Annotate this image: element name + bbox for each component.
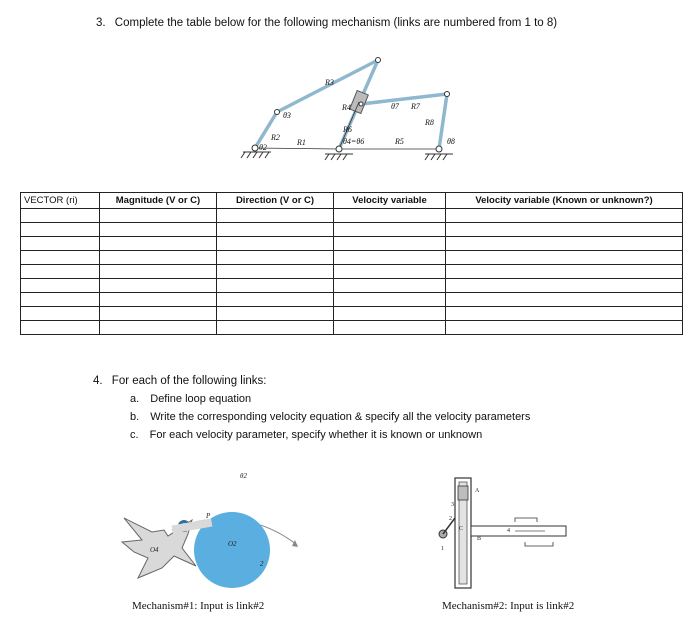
list-item-text: Define loop equation [150,393,252,405]
list-item-a [130,393,251,405]
header-magnitude: Magnitude (V or C) [100,193,217,209]
table-cell[interactable] [21,223,100,237]
table-cell[interactable] [21,293,100,307]
table-body [21,209,683,335]
question-4-number: 4. [93,375,103,387]
label-o2: O2 [228,540,237,548]
ground-left [241,152,271,158]
list-item-text: Write the corresponding velocity equation & specify all the velocity parameters [150,411,531,423]
table-cell[interactable] [334,279,446,293]
table-cell[interactable] [100,321,217,335]
table-cell[interactable] [21,279,100,293]
table-cell[interactable] [21,209,100,223]
table-row [21,293,683,307]
ground-middle [325,154,353,160]
table-cell[interactable] [446,251,683,265]
table-cell[interactable] [100,293,217,307]
label-r4: R4 [342,103,351,112]
table-cell[interactable] [217,321,334,335]
table-cell[interactable] [217,307,334,321]
table-cell[interactable] [446,279,683,293]
label-theta2: θ2 [259,143,267,152]
table-cell[interactable] [446,209,683,223]
mechanism-2-caption: Mechanism#2: Input is link#2 [442,600,575,612]
mechanism-1-figure [112,470,312,595]
label-theta8: θ8 [447,137,455,146]
list-marker: b. [130,411,140,423]
header-known-unknown: Velocity variable (Known or unknown?) [446,193,683,209]
table-cell[interactable] [217,223,334,237]
linkage-diagram [225,52,485,182]
table-cell[interactable] [21,237,100,251]
table-cell[interactable] [100,307,217,321]
header-velocity-variable: Velocity variable [334,193,446,209]
question-4-text: For each of the following links: [111,375,267,387]
question-3-number: 3. [96,17,106,29]
label-o4: O4 [150,546,159,554]
list-item-b [130,411,530,423]
label-p: P [206,512,211,520]
question-3-text: Complete the table below for the following mechanism (links are numbered from 1 to 8) [114,17,558,29]
header-direction: Direction (V or C) [217,193,334,209]
table-cell[interactable] [217,265,334,279]
question-3 [96,17,557,29]
label-2: 2 [449,516,452,522]
table-row [21,321,683,335]
table-cell[interactable] [100,223,217,237]
label-1: 1 [441,546,444,552]
label-c: C [459,526,464,532]
question-4 [93,375,267,387]
table-cell[interactable] [446,293,683,307]
list-item-text: For each velocity parameter, specify whether it is known or unknown [149,429,483,441]
table-row [21,223,683,237]
table-cell[interactable] [334,223,446,237]
link-r7 [361,94,447,104]
label-theta7: θ7 [391,102,399,111]
label-b: B [477,536,482,542]
list-marker: c. [130,429,139,441]
table-cell[interactable] [446,237,683,251]
table-cell[interactable] [446,223,683,237]
label-r8: R8 [425,118,434,127]
table-cell[interactable] [100,237,217,251]
table-row [21,237,683,251]
label-theta2: θ2 [240,472,247,480]
label-theta3: θ3 [283,111,291,120]
list-marker: a. [130,393,140,405]
table-cell[interactable] [217,251,334,265]
table-cell[interactable] [334,265,446,279]
table-row [21,251,683,265]
mechanism-1-caption: Mechanism#1: Input is link#2 [132,600,265,612]
table-cell[interactable] [21,251,100,265]
table-cell[interactable] [446,265,683,279]
table-cell[interactable] [217,293,334,307]
table-cell[interactable] [217,237,334,251]
label-r6: R6 [343,125,352,134]
header-vector: VECTOR (ri) [21,193,100,209]
label-4: 4 [507,528,510,534]
label-r2: R2 [271,133,280,142]
table-row [21,265,683,279]
table-cell[interactable] [100,279,217,293]
table-cell[interactable] [334,321,446,335]
list-item-c [130,429,482,441]
label-r1: R1 [297,138,306,147]
table-cell[interactable] [334,293,446,307]
link-r8 [439,94,447,149]
table-cell[interactable] [217,209,334,223]
ground-right [425,154,453,160]
label-r5: R5 [395,137,404,146]
table-cell[interactable] [100,209,217,223]
table-header-row [21,193,683,209]
mechanism-2-figure [425,470,595,595]
table-cell[interactable] [334,307,446,321]
table-cell[interactable] [21,321,100,335]
table-cell[interactable] [446,321,683,335]
label-r3: R3 [325,78,334,87]
table-cell[interactable] [21,307,100,321]
table-cell[interactable] [334,237,446,251]
label-3: 3 [451,502,454,508]
table-cell[interactable] [334,209,446,223]
label-link-2: 2 [260,560,264,568]
label-a: A [475,488,480,494]
label-theta4-theta6: θ4=θ6 [343,137,365,146]
table-row [21,209,683,223]
table-cell[interactable] [100,265,217,279]
table-cell[interactable] [334,251,446,265]
table-cell[interactable] [446,307,683,321]
table-cell[interactable] [100,251,217,265]
label-r7: R7 [411,102,420,111]
vector-table [20,192,683,335]
table-row [21,279,683,293]
table-row [21,307,683,321]
table-cell[interactable] [21,265,100,279]
table-cell[interactable] [217,279,334,293]
